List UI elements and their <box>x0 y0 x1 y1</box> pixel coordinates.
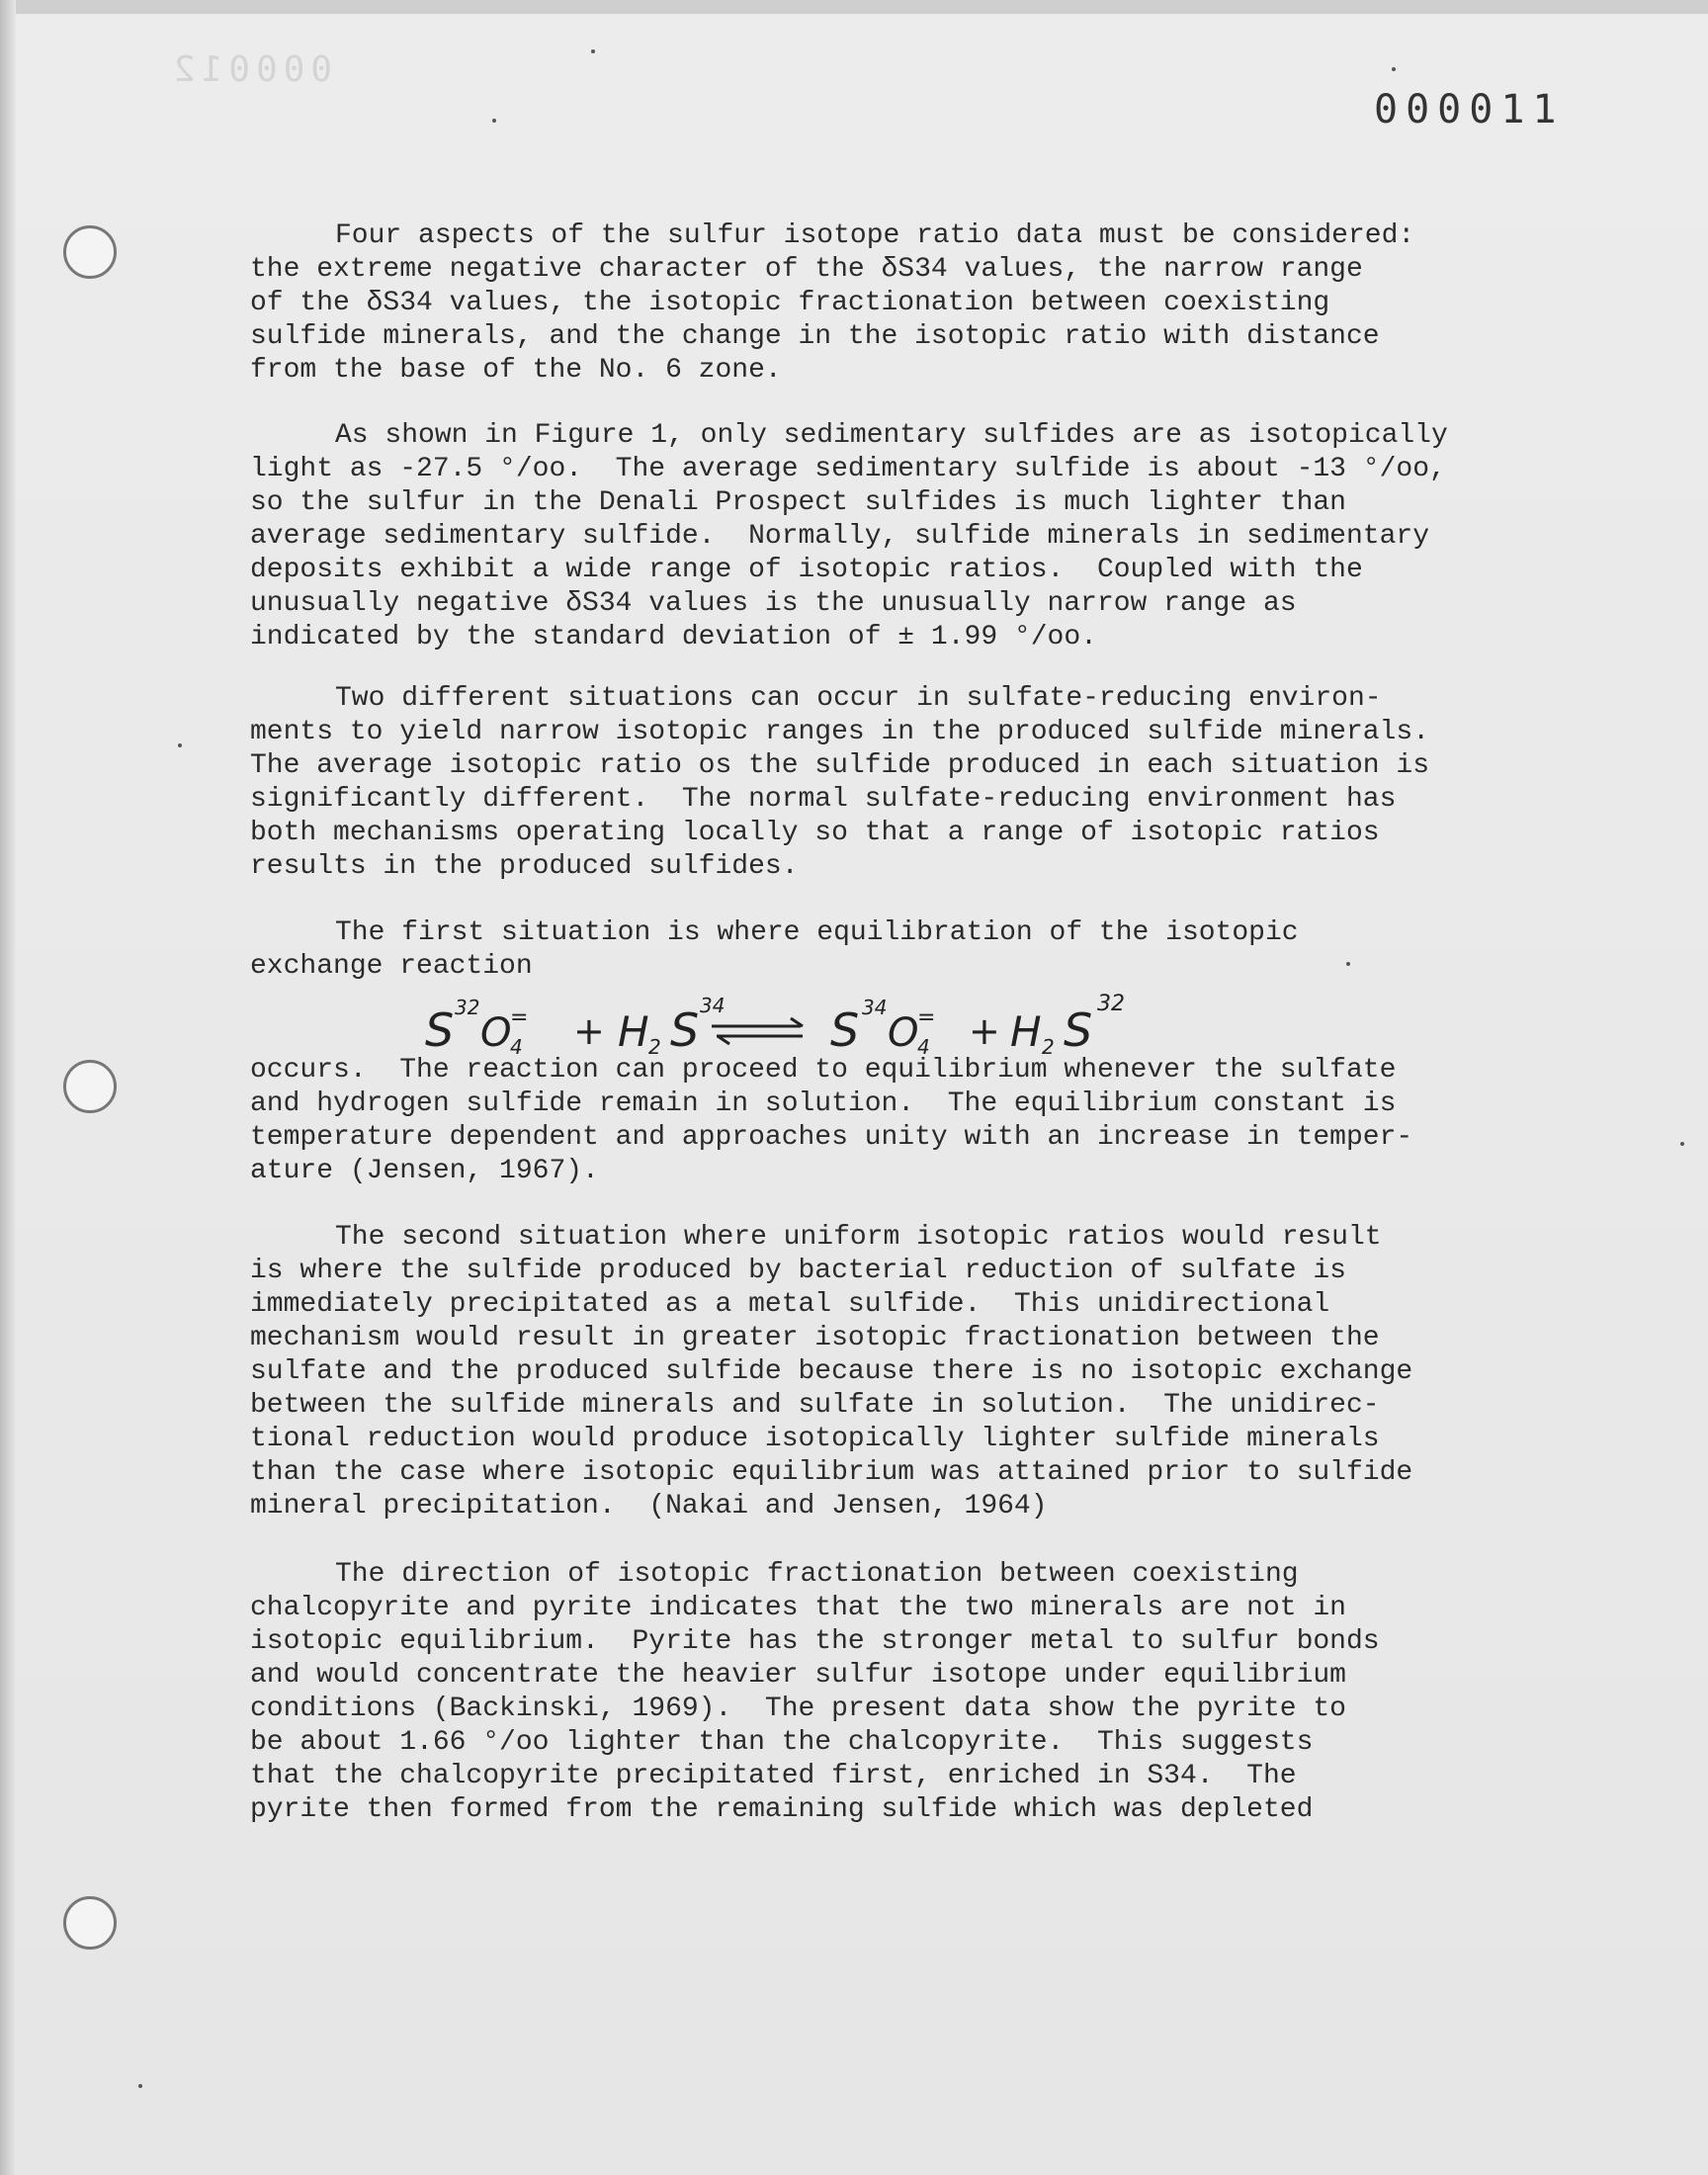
text-line: occurs. The reaction can proceed to equilibrium whenever the sulfate <box>250 1055 1397 1086</box>
scan-edge-left <box>0 0 16 2175</box>
eq-plus: + <box>969 1009 1000 1053</box>
scan-speck <box>591 49 595 53</box>
paragraph-4 <box>250 916 1495 984</box>
text-line: of the δS34 values, the isotopic fractionation between coexisting <box>250 288 1330 318</box>
text-line: immediately precipitated as a metal sulfide. This unidirectional <box>250 1289 1330 1320</box>
text-line: be about 1.66 °/oo lighter than the chalcopyrite. This suggests <box>250 1727 1314 1758</box>
text-line: sulfate and the produced sulfide because there is no isotopic exchange <box>250 1356 1413 1387</box>
text-line: tional reduction would produce isotopically lighter sulfide minerals <box>250 1424 1380 1454</box>
eq-plus: + <box>573 1009 605 1053</box>
paragraph-2 <box>250 419 1495 654</box>
scan-speck <box>1392 67 1396 71</box>
paragraph-6 <box>250 1221 1495 1523</box>
text-line: unusually negative δS34 values is the unusually narrow range as <box>250 588 1297 619</box>
eq-sub-4: 4 <box>917 1035 930 1058</box>
paragraph-1 <box>250 219 1495 388</box>
scan-speck <box>1680 1142 1684 1146</box>
text-line: average sedimentary sulfide. Normally, sulfide minerals in sedimentary <box>250 521 1429 552</box>
eq-sub-4: 4 <box>510 1035 523 1058</box>
text-line: and hydrogen sulfide remain in solution. The equilibrium constant is <box>250 1088 1397 1119</box>
eq-sup-charge: = <box>510 1005 529 1030</box>
scan-speck <box>138 2084 142 2088</box>
text-line: Four aspects of the sulfur isotope ratio data must be considered: <box>335 220 1415 251</box>
paragraph-3 <box>250 682 1495 884</box>
text-line: deposits exhibit a wide range of isotopic ratios. Coupled with the <box>250 555 1363 585</box>
eq-term-o: O <box>480 1010 512 1056</box>
eq-sup-34: 34 <box>700 994 726 1017</box>
text-line: conditions (Backinski, 1969). The present data show the pyrite to <box>250 1694 1346 1724</box>
text-line: significantly different. The normal sulfate-reducing environment has <box>250 784 1397 815</box>
text-line: ments to yield narrow isotopic ranges in the produced sulfide minerals. <box>250 717 1429 747</box>
text-line: pyrite then formed from the remaining sulfide which was depleted <box>250 1794 1314 1825</box>
eq-sup-32: 32 <box>455 996 480 1019</box>
text-line: and would concentrate the heavier sulfur isotope under equilibrium <box>250 1660 1346 1691</box>
eq-term-s32-sulfate-s: S <box>425 1003 455 1057</box>
text-line: light as -27.5 °/oo. The average sedimentary sulfide is about -13 °/oo, <box>250 454 1446 484</box>
scan-speck <box>492 119 496 123</box>
text-line: is where the sulfide produced by bacterial reduction of sulfate is <box>250 1256 1346 1286</box>
eq-term-o: O <box>888 1010 919 1056</box>
eq-term-h: H <box>1010 1007 1042 1056</box>
text-line: The direction of isotopic fractionation between coexisting <box>335 1559 1299 1590</box>
text-line: so the sulfur in the Denali Prospect sulfides is much lighter than <box>250 487 1346 518</box>
eq-sub-2: 2 <box>648 1035 661 1058</box>
text-line: sulfide minerals, and the change in the isotopic ratio with distance <box>250 321 1380 352</box>
scan-speck <box>178 743 182 747</box>
bleed-through-page-number: 000012 <box>168 49 333 90</box>
punch-hole-bottom <box>63 1896 117 1950</box>
text-line: ature (Jensen, 1967). <box>250 1156 599 1186</box>
text-line: The first situation is where equilibration of the isotopic <box>335 917 1299 948</box>
eq-sup-34: 34 <box>862 996 888 1019</box>
text-line: mechanism would result in greater isotopic fractionation between the <box>250 1323 1380 1353</box>
text-line: from the base of the No. 6 zone. <box>250 355 782 386</box>
scan-speck <box>1346 962 1350 966</box>
punch-hole-middle <box>63 1060 117 1113</box>
text-line: As shown in Figure 1, only sedimentary sulfides are as isotopically <box>335 420 1448 451</box>
paragraph-5 <box>250 1054 1495 1188</box>
page-number: 000011 <box>1374 87 1565 132</box>
exchange-reaction-equation <box>415 989 1305 1058</box>
text-line: temperature dependent and approaches unity with an increase in temper- <box>250 1122 1413 1153</box>
paragraph-7 <box>250 1558 1495 1827</box>
text-line: than the case where isotopic equilibrium was attained prior to sulfide <box>250 1457 1413 1488</box>
text-line: results in the produced sulfides. <box>250 851 799 882</box>
text-line: between the sulfide minerals and sulfate in solution. The unidirec- <box>250 1390 1380 1421</box>
text-line: the extreme negative character of the δS34 values, the narrow range <box>250 254 1363 285</box>
eq-term-s34-sulfide-s: S <box>670 1003 700 1057</box>
text-line: isotopic equilibrium. Pyrite has the stronger metal to sulfur bonds <box>250 1626 1380 1657</box>
eq-sup-32: 32 <box>1097 992 1125 1016</box>
eq-sup-charge: = <box>917 1005 936 1030</box>
text-line: The second situation where uniform isotopic ratios would result <box>335 1222 1382 1253</box>
eq-term-s34-sulfate-s: S <box>830 1003 860 1057</box>
text-line: mineral precipitation. (Nakai and Jensen, 1964) <box>250 1491 1048 1522</box>
text-line: exchange reaction <box>250 951 533 982</box>
text-line: that the chalcopyrite precipitated first, enriched in S34. The <box>250 1761 1297 1791</box>
scan-edge-top <box>0 0 1708 14</box>
text-line: The average isotopic ratio os the sulfide produced in each situation is <box>250 750 1429 781</box>
text-line: indicated by the standard deviation of ± 1.99 °/oo. <box>250 622 1097 652</box>
eq-term-h: H <box>618 1007 649 1056</box>
text-line: Two different situations can occur in sulfate-reducing environ- <box>335 683 1382 714</box>
text-line: chalcopyrite and pyrite indicates that the two minerals are not in <box>250 1593 1346 1623</box>
eq-term-s32-sulfide-s: S <box>1064 1003 1093 1057</box>
text-line: both mechanisms operating locally so that a range of isotopic ratios <box>250 818 1380 848</box>
eq-sub-2: 2 <box>1042 1035 1055 1058</box>
equilibrium-arrows-icon <box>712 1018 803 1044</box>
punch-hole-top <box>63 225 117 279</box>
